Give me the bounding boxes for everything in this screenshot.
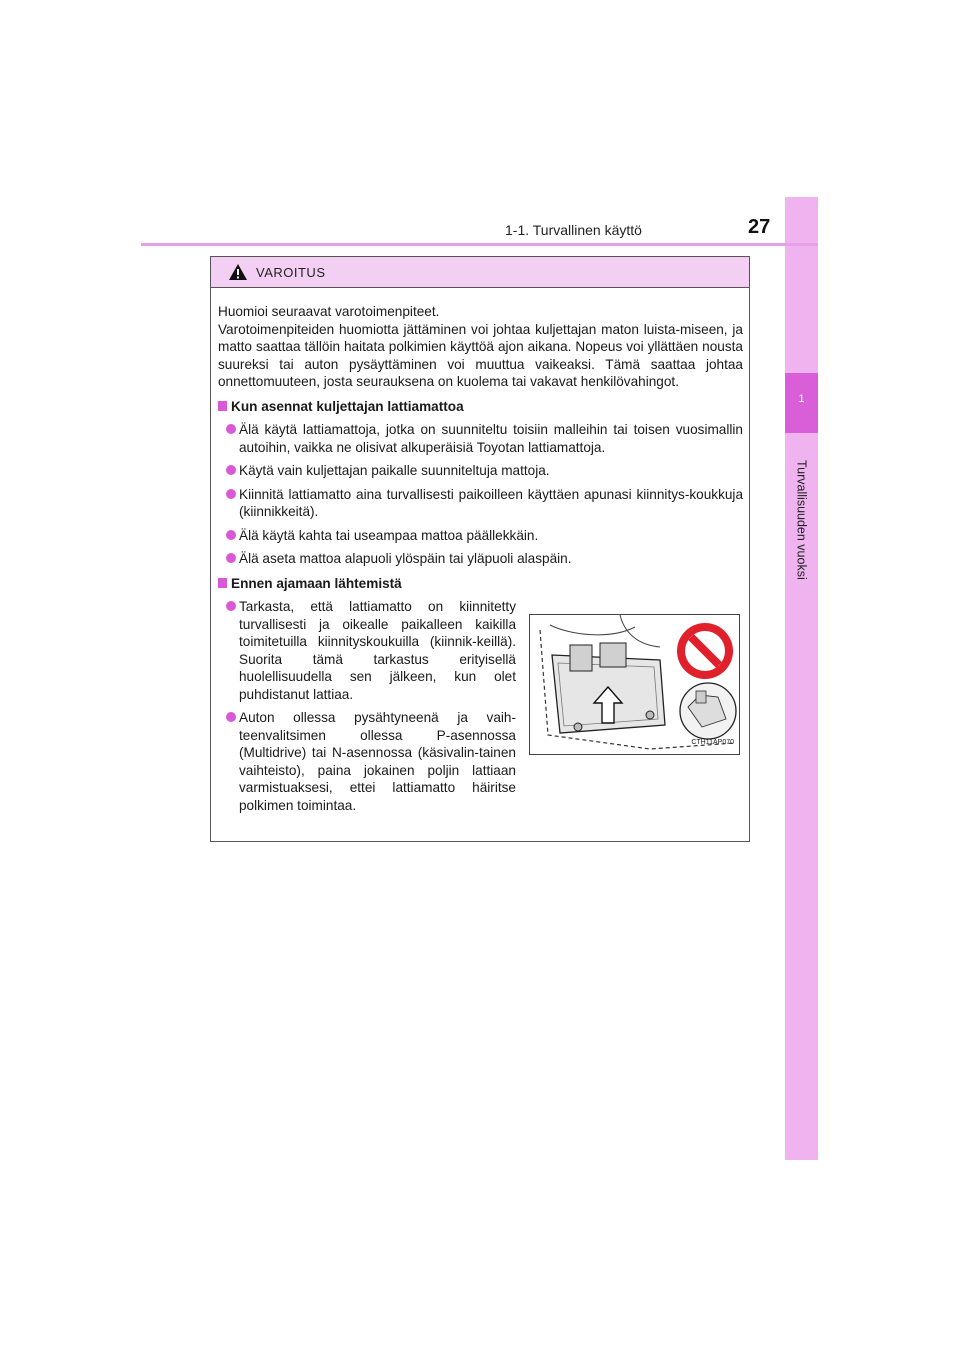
- intro-line: Huomioi seuraavat varotoimenpiteet.: [218, 304, 440, 319]
- figure-code: CTH11AP070: [691, 738, 734, 746]
- list-item-text: Älä käytä lattiamattoja, jotka on suunniteltu toisiin malleihin tai toisen vuosimallin autoihin, vaikka ne olisivat alkuperäisiä Toyotan lattiamattoja.: [239, 422, 743, 455]
- square-bullet-icon: [218, 578, 227, 588]
- list-item-text: Kiinnitä lattiamatto aina turvallisesti paikoilleen käyttäen apunasi kiinnitys-koukkuja (kiinnikkeitä).: [239, 486, 743, 519]
- list-item: [218, 486, 743, 521]
- list-item: [218, 462, 743, 480]
- section-heading-text: Kun asennat kuljettajan lattiamattoa: [231, 398, 464, 414]
- list-item-text: Tarkasta, että lattiamatto on kiinnitetty turvallisesti ja oikealle paikalleen kaikilla toimitetuilla kiinnityskoukuilla (kiinnik-keillä). Suorita tämä tarkastus erityisellä huolellisuudella sen jälkeen, kun olet puhdistanut lattiaa.: [239, 599, 516, 702]
- intro-paragraph: Varotoimenpiteiden huomiotta jättäminen voi johtaa kuljettajan maton luista-miseen, ja matto saattaa tällöin haitata polkimien käyttöä ajon aikana. Nopeus voi yllättäen nousta suureksi tai auton pysäyttäminen voi muuttua vaikeaksi. Tämä saattaa johtaa onnettomuuteen, josta seurauksena on kuolema tai vakavat henkilövahingot.: [218, 321, 743, 389]
- chapter-tab: 1: [785, 373, 818, 433]
- prohibition-icon: [677, 623, 733, 679]
- list-item-text: Älä käytä kahta tai useampaa mattoa päällekkäin.: [239, 527, 539, 543]
- warning-title: VAROITUS: [256, 265, 326, 280]
- section-heading-before-driving: [218, 575, 743, 593]
- warning-box: [210, 256, 750, 842]
- section-heading-install: [218, 398, 743, 416]
- square-bullet-icon: [218, 401, 227, 411]
- warning-content: [218, 303, 743, 814]
- bullet-dot-icon: [226, 489, 236, 499]
- bullet-dot-icon: [226, 465, 236, 475]
- bullet-dot-icon: [226, 712, 236, 722]
- header-rule: [141, 243, 818, 246]
- section-title: 1-1. Turvallinen käyttö: [505, 222, 642, 238]
- list-item-text: Auton ollessa pysähtyneenä ja vaih-teenvalitsimen ollessa P-asennossa (Multidrive) tai N-asennossa (käsivalin-tainen vaihteisto), paina jokainen poljin lattiaan varmistuaksesi, ettei lattiamatto häiritse polkimen toimintaa.: [239, 710, 516, 813]
- chapter-label: [785, 440, 818, 600]
- list-item: [218, 421, 743, 456]
- bullet-dot-icon: [226, 553, 236, 563]
- check-section: [218, 598, 743, 814]
- warning-header: [211, 257, 749, 288]
- bullet-dot-icon: [226, 424, 236, 434]
- floor-mat-illustration: [529, 614, 740, 755]
- list-item-text: Käytä vain kuljettajan paikalle suunniteltuja mattoja.: [239, 463, 550, 478]
- page-number: 27: [748, 216, 771, 238]
- list-item: [218, 709, 516, 814]
- list-item: [218, 527, 743, 545]
- list-item: [218, 598, 516, 703]
- bullet-dot-icon: [226, 601, 236, 611]
- list-item-text: Älä aseta mattoa alapuoli ylöspäin tai yläpuoli alaspäin.: [239, 551, 572, 566]
- check-list: [218, 598, 516, 814]
- section-heading-text: Ennen ajamaan lähtemistä: [231, 575, 402, 591]
- side-strip: [785, 197, 818, 1160]
- chapter-label-text: Turvallisuuden vuoksi: [794, 460, 809, 580]
- bullet-dot-icon: [226, 530, 236, 540]
- list-item: [218, 550, 743, 568]
- warning-triangle-icon: [228, 263, 248, 281]
